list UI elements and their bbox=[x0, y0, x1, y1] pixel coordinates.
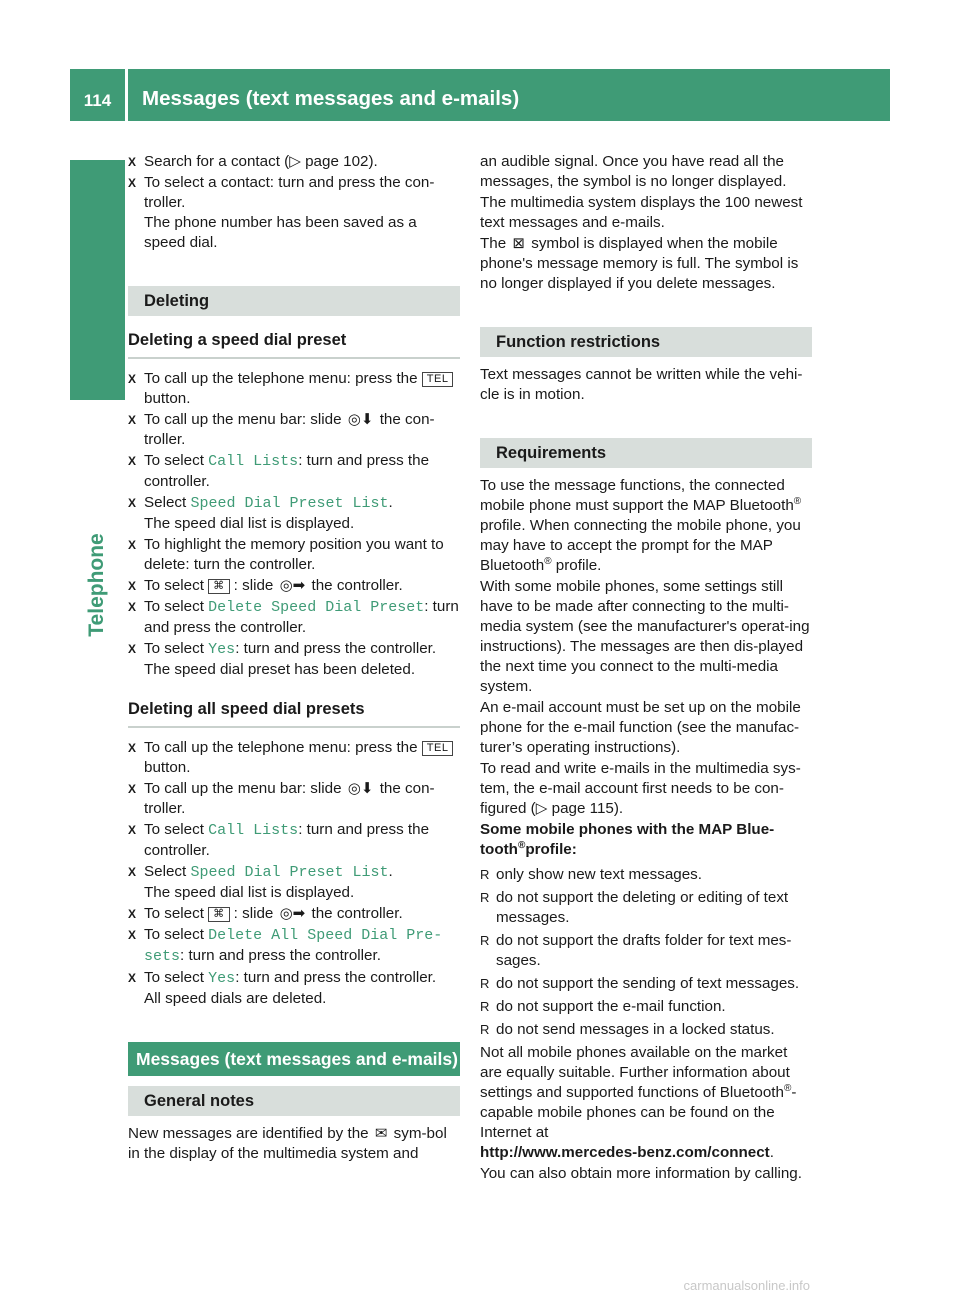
tel-key-icon: TEL bbox=[422, 372, 454, 387]
paragraph: With some mobile phones, some settings still have to be made after connecting to the multi-media system (see the manufacturer's operat-ing instructions). The messages are then dis-played the next time you connect to the multi-media system. bbox=[480, 578, 810, 695]
side-tab bbox=[70, 160, 125, 400]
arrow-right-icon: X bbox=[128, 865, 137, 879]
arrow-right-icon: X bbox=[128, 642, 137, 656]
message-memory-full-icon: ⊠ bbox=[512, 235, 525, 252]
step: X Select Speed Dial Preset List. The speed dial list is displayed. bbox=[128, 493, 460, 534]
arrow-right-icon: X bbox=[128, 413, 137, 427]
controller-slide-icon: ◎➡ bbox=[279, 905, 306, 922]
step: X To call up the telephone menu: press the TELbutton. bbox=[128, 738, 460, 778]
step: X To select ⌘ : slide ◎➡ the controller. bbox=[128, 577, 403, 594]
step: X To select Delete All Speed Dial Pre‐ sets: turn and press the controller. bbox=[128, 926, 443, 965]
controller-slide-icon: ◎⬇ bbox=[347, 411, 374, 428]
section-head-deleting: Deleting bbox=[128, 286, 460, 316]
bullet-r-icon: R bbox=[480, 1022, 490, 1037]
page-ref-triangle-icon: ▷ bbox=[535, 800, 548, 817]
step: X To select ⌘ : slide ◎➡ the controller. bbox=[128, 905, 403, 922]
paragraph: Text messages cannot be written while the vehi-cle is in motion. bbox=[480, 366, 803, 403]
paragraph: The multimedia system displays the 100 newest text messages and e-mails. bbox=[480, 194, 803, 231]
arrow-right-icon: X bbox=[128, 538, 137, 552]
step: X To select Call Lists: turn and press the controller. bbox=[128, 821, 430, 859]
page-title: Messages (text messages and e-mails) bbox=[142, 87, 520, 110]
paragraph: The ⊠ symbol is displayed when the mobile phone's message memory is full. The symbol is no longer displayed if you delete messages. bbox=[480, 235, 799, 292]
step-result: The speed dial list is displayed. bbox=[144, 515, 355, 532]
watermark: carmanualsonline.info bbox=[683, 1278, 810, 1293]
step: X To select Yes: turn and press the controller. All speed dials are deleted. bbox=[128, 968, 460, 1009]
step: X Select Speed Dial Preset List. The speed dial list is displayed. bbox=[128, 862, 460, 903]
step: X To call up the telephone menu: press the TELbutton. bbox=[128, 369, 460, 409]
list-item: R do not send messages in a locked status. bbox=[480, 1021, 775, 1038]
step-select-contact: X To select a contact: turn and press the con-troller. The phone number has been saved as a speed dial. bbox=[128, 173, 460, 253]
arrow-right-icon: X bbox=[128, 496, 137, 510]
chapter-label: Telephone bbox=[85, 533, 108, 637]
menu-item-yes: Yes bbox=[208, 970, 236, 987]
step-result: The speed dial preset has been deleted. bbox=[144, 661, 416, 678]
menu-item-speed-dial-list: Speed Dial Preset List bbox=[190, 495, 389, 512]
step: X To highlight the memory position you want to delete: turn the controller. bbox=[128, 536, 444, 573]
arrow-right-icon: X bbox=[128, 155, 137, 169]
section-head-requirements: Requirements bbox=[480, 438, 812, 468]
arrow-right-icon: X bbox=[128, 579, 137, 593]
section-head-messages: Messages (text messages and e-mails) bbox=[128, 1042, 460, 1076]
arrow-right-icon: X bbox=[128, 928, 137, 942]
step-result: The speed dial list is displayed. bbox=[144, 884, 355, 901]
controller-slide-icon: ◎➡ bbox=[279, 577, 306, 594]
options-menu-icon: ⌘ bbox=[208, 907, 230, 922]
arrow-right-icon: X bbox=[128, 176, 137, 190]
step: X To call up the menu bar: slide ◎⬇ the con-troller. bbox=[128, 411, 435, 448]
page-number: 114 bbox=[83, 91, 112, 110]
controller-slide-icon: ◎⬇ bbox=[347, 780, 374, 797]
left-column bbox=[128, 152, 460, 1165]
subsection-title-delete-all: Deleting all speed dial presets bbox=[128, 699, 460, 728]
envelope-icon: ✉ bbox=[374, 1125, 388, 1142]
general-notes-text: New messages are identified by the ✉ sym-bol in the display of the multimedia system and bbox=[128, 1125, 447, 1162]
menu-item-yes: Yes bbox=[208, 641, 236, 658]
list-item: R do not support the e-mail function. bbox=[480, 998, 726, 1015]
step-result: The phone number has been saved as a speed dial. bbox=[144, 214, 417, 251]
header-divider bbox=[125, 69, 128, 121]
map-profile-heading: Some mobile phones with the MAP Blue-tooth®profile: bbox=[480, 821, 775, 858]
paragraph: To use the message functions, the connected mobile phone must support the MAP Bluetooth® profile. When connecting the mobile phone, you may have to accept the prompt for the MAP Bluetooth® profile. bbox=[480, 477, 802, 574]
step: X To select Call Lists: turn and press the controller. bbox=[128, 452, 430, 490]
arrow-right-icon: X bbox=[128, 823, 137, 837]
list-item: R do not support the drafts folder for text mes-sages. bbox=[480, 932, 792, 969]
paragraph: You can also obtain more information by calling. bbox=[480, 1165, 802, 1182]
menu-item-call-lists: Call Lists bbox=[208, 453, 299, 470]
page-ref-triangle-icon: ▷ bbox=[289, 153, 301, 170]
tel-key-icon: TEL bbox=[422, 741, 454, 756]
page-link[interactable]: page 115). bbox=[547, 800, 624, 817]
arrow-right-icon: X bbox=[128, 971, 137, 985]
list-item: R do not support the sending of text messages. bbox=[480, 975, 800, 992]
paragraph: An e-mail account must be set up on the mobile phone for the e-mail function (see the manufac-turer’s operating instructions). bbox=[480, 699, 801, 756]
subsection-title-delete-preset: Deleting a speed dial preset bbox=[128, 330, 460, 359]
arrow-right-icon: X bbox=[128, 454, 137, 468]
paragraph: an audible signal. Once you have read all the messages, the symbol is no longer displayed. bbox=[480, 153, 787, 190]
list-item: R only show new text messages. bbox=[480, 866, 702, 883]
connect-url-link[interactable]: http://www.mercedes-benz.com/connect bbox=[480, 1144, 770, 1161]
page-link[interactable]: page 102). bbox=[300, 153, 378, 170]
step: X To select Yes: turn and press the controller. The speed dial preset has been deleted. bbox=[128, 639, 460, 680]
arrow-right-icon: X bbox=[128, 600, 137, 614]
paragraph: To read and write e-mails in the multimedia sys-tem, the e-mail account first needs to be con-figured (▷ page 115). bbox=[480, 760, 801, 817]
bullet-r-icon: R bbox=[480, 976, 490, 991]
bullet-r-icon: R bbox=[480, 867, 490, 882]
options-menu-icon: ⌘ bbox=[208, 579, 230, 594]
step: X To select Delete Speed Dial Preset: turn and press the controller. bbox=[128, 598, 459, 636]
menu-item-delete-all: Delete All Speed Dial Pre‐ sets bbox=[144, 927, 443, 965]
section-head-general: General notes bbox=[128, 1086, 460, 1116]
arrow-right-icon: X bbox=[128, 782, 137, 796]
step-result: All speed dials are deleted. bbox=[144, 990, 327, 1007]
paragraph: Not all mobile phones available on the market are equally suitable. Further information about settings and supported functions of Bluetooth®-capable mobile phones can be found on the Internet at http://www.mercedes-benz.com/connect. bbox=[480, 1044, 797, 1161]
menu-item-speed-dial-list: Speed Dial Preset List bbox=[190, 864, 389, 881]
menu-item-call-lists: Call Lists bbox=[208, 822, 299, 839]
bullet-r-icon: R bbox=[480, 933, 490, 948]
section-head-restrictions: Function restrictions bbox=[480, 327, 812, 357]
bullet-r-icon: R bbox=[480, 999, 490, 1014]
list-item: R do not support the deleting or editing of text messages. bbox=[480, 889, 789, 926]
bullet-r-icon: R bbox=[480, 890, 490, 905]
arrow-right-icon: X bbox=[128, 907, 137, 921]
step: X To call up the menu bar: slide ◎⬇ the con-troller. bbox=[128, 780, 435, 817]
right-column bbox=[480, 152, 812, 1185]
arrow-right-icon: X bbox=[128, 372, 137, 386]
arrow-right-icon: X bbox=[128, 741, 137, 755]
menu-item-delete-preset: Delete Speed Dial Preset bbox=[208, 599, 425, 616]
step-search-contact: X Search for a contact (▷ page 102). bbox=[128, 153, 378, 170]
